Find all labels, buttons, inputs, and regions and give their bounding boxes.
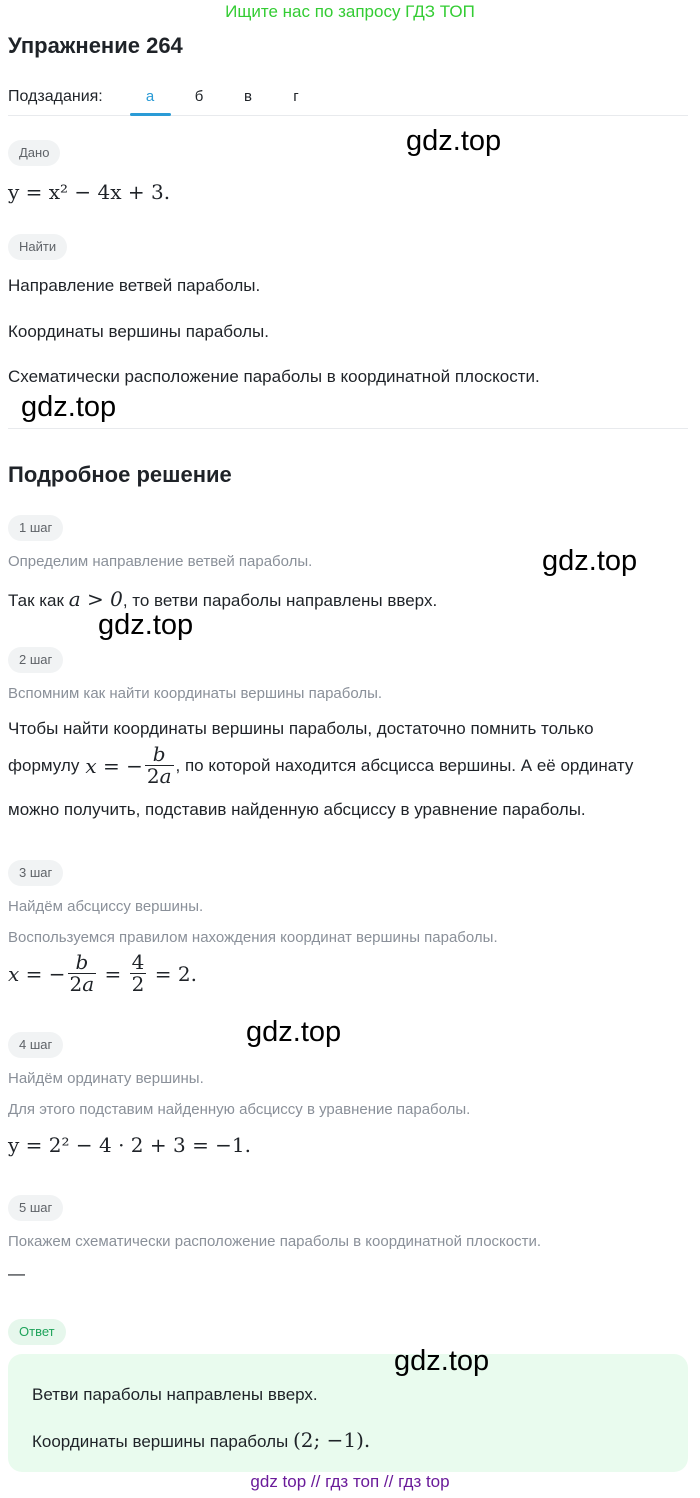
tab-v[interactable]: в xyxy=(244,88,252,105)
footer-links[interactable]: gdz top // гдз топ // гдз top xyxy=(250,1472,450,1491)
step-5-note: Покажем схематически расположение параболы в координатной плоскости. xyxy=(8,1233,542,1250)
step-3-note-2: Воспользуемся правилом нахождения координат вершины параболы. xyxy=(8,929,498,946)
step-4-note-2: Для этого подставим найденную абсциссу в уравнение параболы. xyxy=(8,1101,471,1118)
answer-line-1: Ветви параболы направлены вверх. xyxy=(32,1385,318,1404)
tab-g[interactable]: г xyxy=(293,88,299,105)
page-title: Упражнение 264 xyxy=(8,33,183,58)
find-item-2: Координаты вершины параболы. xyxy=(8,322,269,341)
find-chip: Найти xyxy=(8,234,67,260)
step-1-math: a > 0 xyxy=(68,587,123,611)
answer-chip: Ответ xyxy=(8,1319,66,1345)
tab-a[interactable]: а xyxy=(145,88,155,105)
step-2-line-1: Чтобы найти координаты вершины параболы, достаточно помнить только xyxy=(8,719,594,738)
subtasks-label: Подзадания: xyxy=(8,88,103,105)
step-4-formula: y = 2² − 4 · 2 + 3 = −1. xyxy=(8,1133,252,1157)
step-2-note: Вспомним как найти координаты вершины параболы. xyxy=(8,685,383,702)
active-tab-indicator xyxy=(130,113,171,116)
watermark: gdz.top xyxy=(21,391,117,423)
step-1-text-after: , то ветви параболы направлены вверх. xyxy=(122,591,438,610)
find-item-1: Направление ветвей параболы. xyxy=(8,276,261,295)
step-3-note-1: Найдём абсциссу вершины. xyxy=(8,898,204,915)
subtasks-bar xyxy=(8,78,688,116)
answer-box xyxy=(8,1354,688,1472)
step-2-line-2-before: формулу xyxy=(8,755,80,775)
step-2-line-2-after: , по которой находится абсцисса вершины. А её ординату xyxy=(175,755,634,775)
step-1-text xyxy=(8,587,437,611)
step-2-line-2 xyxy=(8,744,633,787)
section-divider xyxy=(8,428,688,429)
step-4-note-1: Найдём ординату вершины. xyxy=(8,1070,204,1087)
answer-line-2-math: (2; −1). xyxy=(292,1428,371,1452)
watermark: gdz.top xyxy=(246,1016,342,1048)
watermark: gdz.top xyxy=(98,609,194,641)
solution-title: Подробное решение xyxy=(8,462,232,487)
step-1-note: Определим направление ветвей параболы. xyxy=(8,553,313,570)
step-3-chip: 3 шаг xyxy=(8,860,63,886)
search-banner: Ищите нас по запросу ГДЗ ТОП xyxy=(225,2,475,21)
find-item-3: Схематически расположение параболы в координатной плоскости. xyxy=(8,367,540,386)
step-5-chip: 5 шаг xyxy=(8,1195,63,1221)
watermark: gdz.top xyxy=(406,125,502,157)
watermark: gdz.top xyxy=(394,1345,490,1377)
answer-line-2 xyxy=(32,1428,370,1452)
step-3-formula: x = − $\frac{b}{2a}$ = $\frac{4}{2}$ = 2. xyxy=(8,950,197,996)
given-chip: Дано xyxy=(8,140,60,166)
given-formula: y = x² − 4x + 3. xyxy=(8,180,171,204)
vertex-formula: x = − $\frac{b}{2a}$ xyxy=(85,742,172,788)
step-1-text-before: Так как xyxy=(8,591,64,610)
step-1-chip: 1 шаг xyxy=(8,515,63,541)
tab-b[interactable]: б xyxy=(194,88,204,105)
step-2-chip: 2 шаг xyxy=(8,647,63,673)
step-5-dash: — xyxy=(8,1264,25,1283)
answer-line-2-text: Координаты вершины параболы xyxy=(32,1432,289,1451)
step-4-chip: 4 шаг xyxy=(8,1032,63,1058)
watermark: gdz.top xyxy=(542,545,638,577)
step-2-line-3: можно получить, подставив найденную абсциссу в уравнение параболы. xyxy=(8,800,586,819)
